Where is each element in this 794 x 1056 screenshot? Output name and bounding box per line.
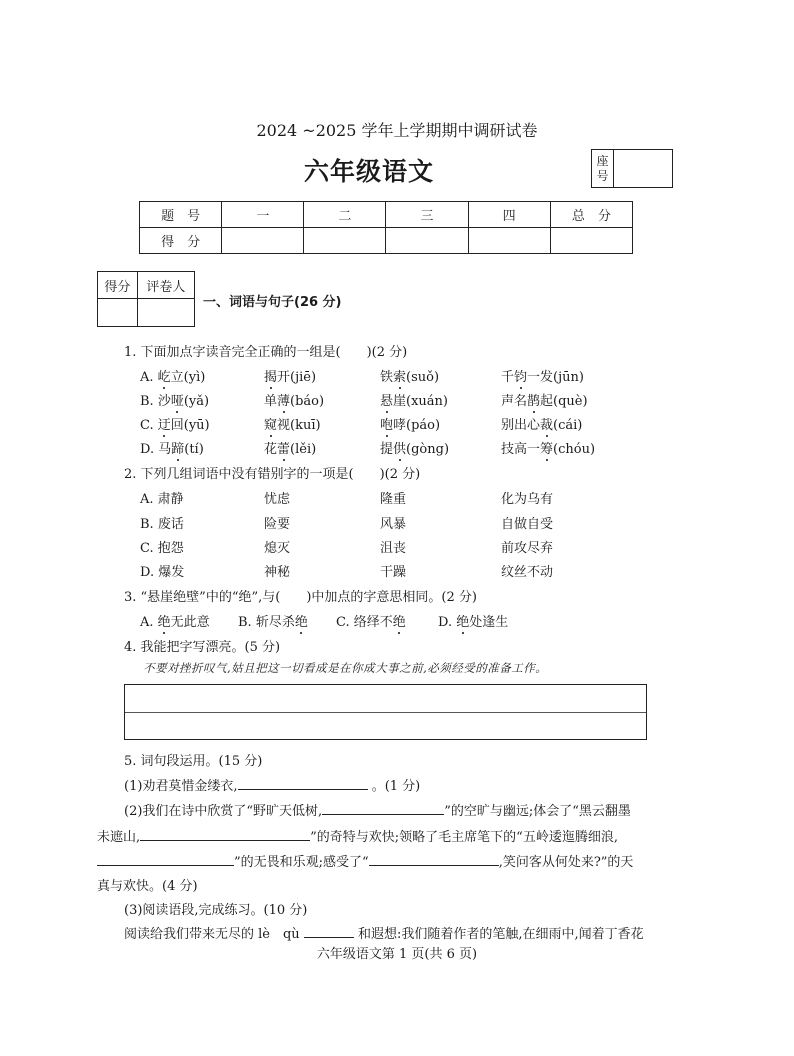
- q2-option: 纹丝不动: [501, 565, 554, 580]
- score-cell[interactable]: [304, 228, 386, 254]
- q3-option-a: A. 绝无此意: [140, 615, 210, 630]
- score-table: [139, 201, 633, 254]
- q5-part2-text: ,笑问客从何处来?”的天: [498, 855, 634, 870]
- q2-option: 险要: [264, 517, 291, 532]
- score-header-cell: 题 号: [140, 202, 222, 228]
- q1-option-b1: B. 沙哑(yǎ): [140, 394, 210, 409]
- q2-option: C. 抱怨: [140, 541, 184, 556]
- q3-option-b: B. 斩尽杀绝: [238, 615, 308, 630]
- q5-part2-text: ”的空旷与幽远;体会了“黑云翻墨: [444, 804, 631, 819]
- q5-part3-text: 和遐想:我们随着作者的笔触,在细雨中,闻着丁香花: [357, 927, 644, 942]
- question-5-stem: 5. 词句段运用。(15 分): [124, 754, 263, 769]
- q2-option: B. 废话: [140, 517, 184, 532]
- grader-box: [97, 271, 195, 327]
- q5-part3-title: (3)阅读语段,完成练习。(10 分): [124, 903, 308, 918]
- grader-name-label: 评卷人: [137, 272, 194, 299]
- score-header-cell: 二: [304, 202, 386, 228]
- q5-part2-line4: 真与欢快。(4 分): [97, 879, 198, 894]
- exam-title: 2024 ~2025 学年上学期期中调研试卷: [256, 121, 538, 140]
- q2-option: A. 肃静: [140, 492, 184, 507]
- q1-option-c1: C. 迂回(yū): [140, 418, 210, 433]
- question-2-stem: 2. 下列几组词语中没有错别字的一项是( )(2 分): [124, 467, 421, 482]
- q5-part3-line: [124, 923, 644, 942]
- q5-part2-text: (2)我们在诗中欣赏了“野旷天低树,: [124, 804, 323, 819]
- page-footer: 六年级语文第 1 页(共 6 页): [316, 947, 478, 962]
- q1-option-d4: 技高一筹(chóu): [501, 442, 596, 457]
- seat-label: 座号: [592, 150, 614, 187]
- score-header-cell: 三: [386, 202, 468, 228]
- answer-blank[interactable]: [140, 828, 310, 841]
- score-header-cell: 四: [468, 202, 550, 228]
- subject-title: 六年级语文: [303, 157, 434, 186]
- q5-part1-end: 。(1 分): [371, 779, 421, 794]
- q2-option: 化为乌有: [501, 492, 554, 507]
- grader-score-label: 得分: [98, 272, 138, 299]
- q2-option: 神秘: [264, 565, 291, 580]
- q1-option-c4: 别出心裁(cái): [501, 418, 583, 433]
- question-1-stem: 1. 下面加点字读音完全正确的一组是( )(2 分): [124, 345, 408, 360]
- q3-option-d: D. 绝处逢生: [438, 615, 509, 630]
- grader-name-cell[interactable]: [137, 299, 194, 327]
- q3-option-c: C. 络绎不绝: [336, 615, 406, 630]
- q5-part2-line1: [124, 800, 631, 819]
- q1-option-d3: 提供(gòng): [380, 442, 450, 457]
- handwriting-box[interactable]: [124, 684, 647, 740]
- q1-option-a3: 铁索(suǒ): [380, 370, 440, 385]
- question-4-stem: 4. 我能把字写漂亮。(5 分): [124, 640, 281, 655]
- seat-number-box[interactable]: [591, 149, 673, 188]
- score-header-cell: 总 分: [550, 202, 632, 228]
- score-cell[interactable]: [386, 228, 468, 254]
- score-row-label: 得 分: [140, 228, 222, 254]
- score-cell[interactable]: [550, 228, 632, 254]
- score-table-score-row: [140, 228, 633, 254]
- q5-part2-line3: [97, 851, 633, 870]
- q2-option: D. 爆发: [140, 565, 185, 580]
- q1-option-d2: 花蕾(lěi): [264, 442, 317, 457]
- score-table-header-row: [140, 202, 633, 228]
- score-header-cell: 一: [222, 202, 304, 228]
- q2-option: 前攻尽弃: [501, 541, 554, 556]
- q2-option: 熄灭: [264, 541, 291, 556]
- q2-option: 风暴: [380, 517, 407, 532]
- q5-part2-text: ”的奇特与欢快;领略了毛主席笔下的“五岭逶迤腾细浪,: [310, 830, 618, 845]
- q1-option-b3: 悬崖(xuán): [380, 394, 448, 409]
- handwriting-divider: [125, 712, 646, 713]
- q5-part2-text: 未遮山,: [97, 830, 141, 845]
- q1-option-d1: D. 马蹄(tí): [140, 442, 204, 457]
- q1-option-c3: 咆哮(páo): [380, 418, 441, 433]
- answer-blank[interactable]: [304, 925, 354, 938]
- q2-option: 干躁: [380, 565, 407, 580]
- q1-option-a2: 揭开(jiē): [264, 370, 317, 385]
- answer-blank[interactable]: [97, 853, 234, 866]
- answer-blank[interactable]: [322, 802, 444, 815]
- handwriting-sample: 不要对挫折叹气,姑且把这一切看成是在你成大事之前,必须经受的准备工作。: [143, 661, 548, 675]
- q2-option: 沮丧: [380, 541, 407, 556]
- score-cell[interactable]: [468, 228, 550, 254]
- q5-part2-line2: [97, 826, 618, 845]
- section-title: 一、词语与句子(26 分): [203, 295, 342, 310]
- q1-option-b4: 声名鹊起(què): [501, 394, 588, 409]
- q5-part1-text: (1)劝君莫惜金缕衣,: [124, 779, 238, 794]
- score-cell[interactable]: [222, 228, 304, 254]
- q1-option-b2: 单薄(báo): [264, 394, 325, 409]
- q2-option: 隆重: [380, 492, 407, 507]
- q1-option-a4: 千钧一发(jūn): [501, 370, 584, 385]
- q5-part1: [124, 775, 420, 794]
- q2-option: 自做自受: [501, 517, 554, 532]
- question-3-stem: 3. “悬崖绝壁”中的“绝”,与( )中加点的字意思相同。(2 分): [124, 590, 477, 605]
- answer-blank[interactable]: [238, 777, 368, 790]
- answer-blank[interactable]: [369, 853, 499, 866]
- q2-option: 忧虑: [264, 492, 291, 507]
- grader-score-cell[interactable]: [98, 299, 138, 327]
- q1-option-c2: 窥视(kuī): [264, 418, 321, 433]
- q1-option-a1: A. 屹立(yì): [140, 370, 206, 385]
- q5-part2-text: ”的无畏和乐观;感受了“: [234, 855, 369, 870]
- q5-part3-text: 阅读给我们带来无尽的 lè qù: [124, 927, 300, 942]
